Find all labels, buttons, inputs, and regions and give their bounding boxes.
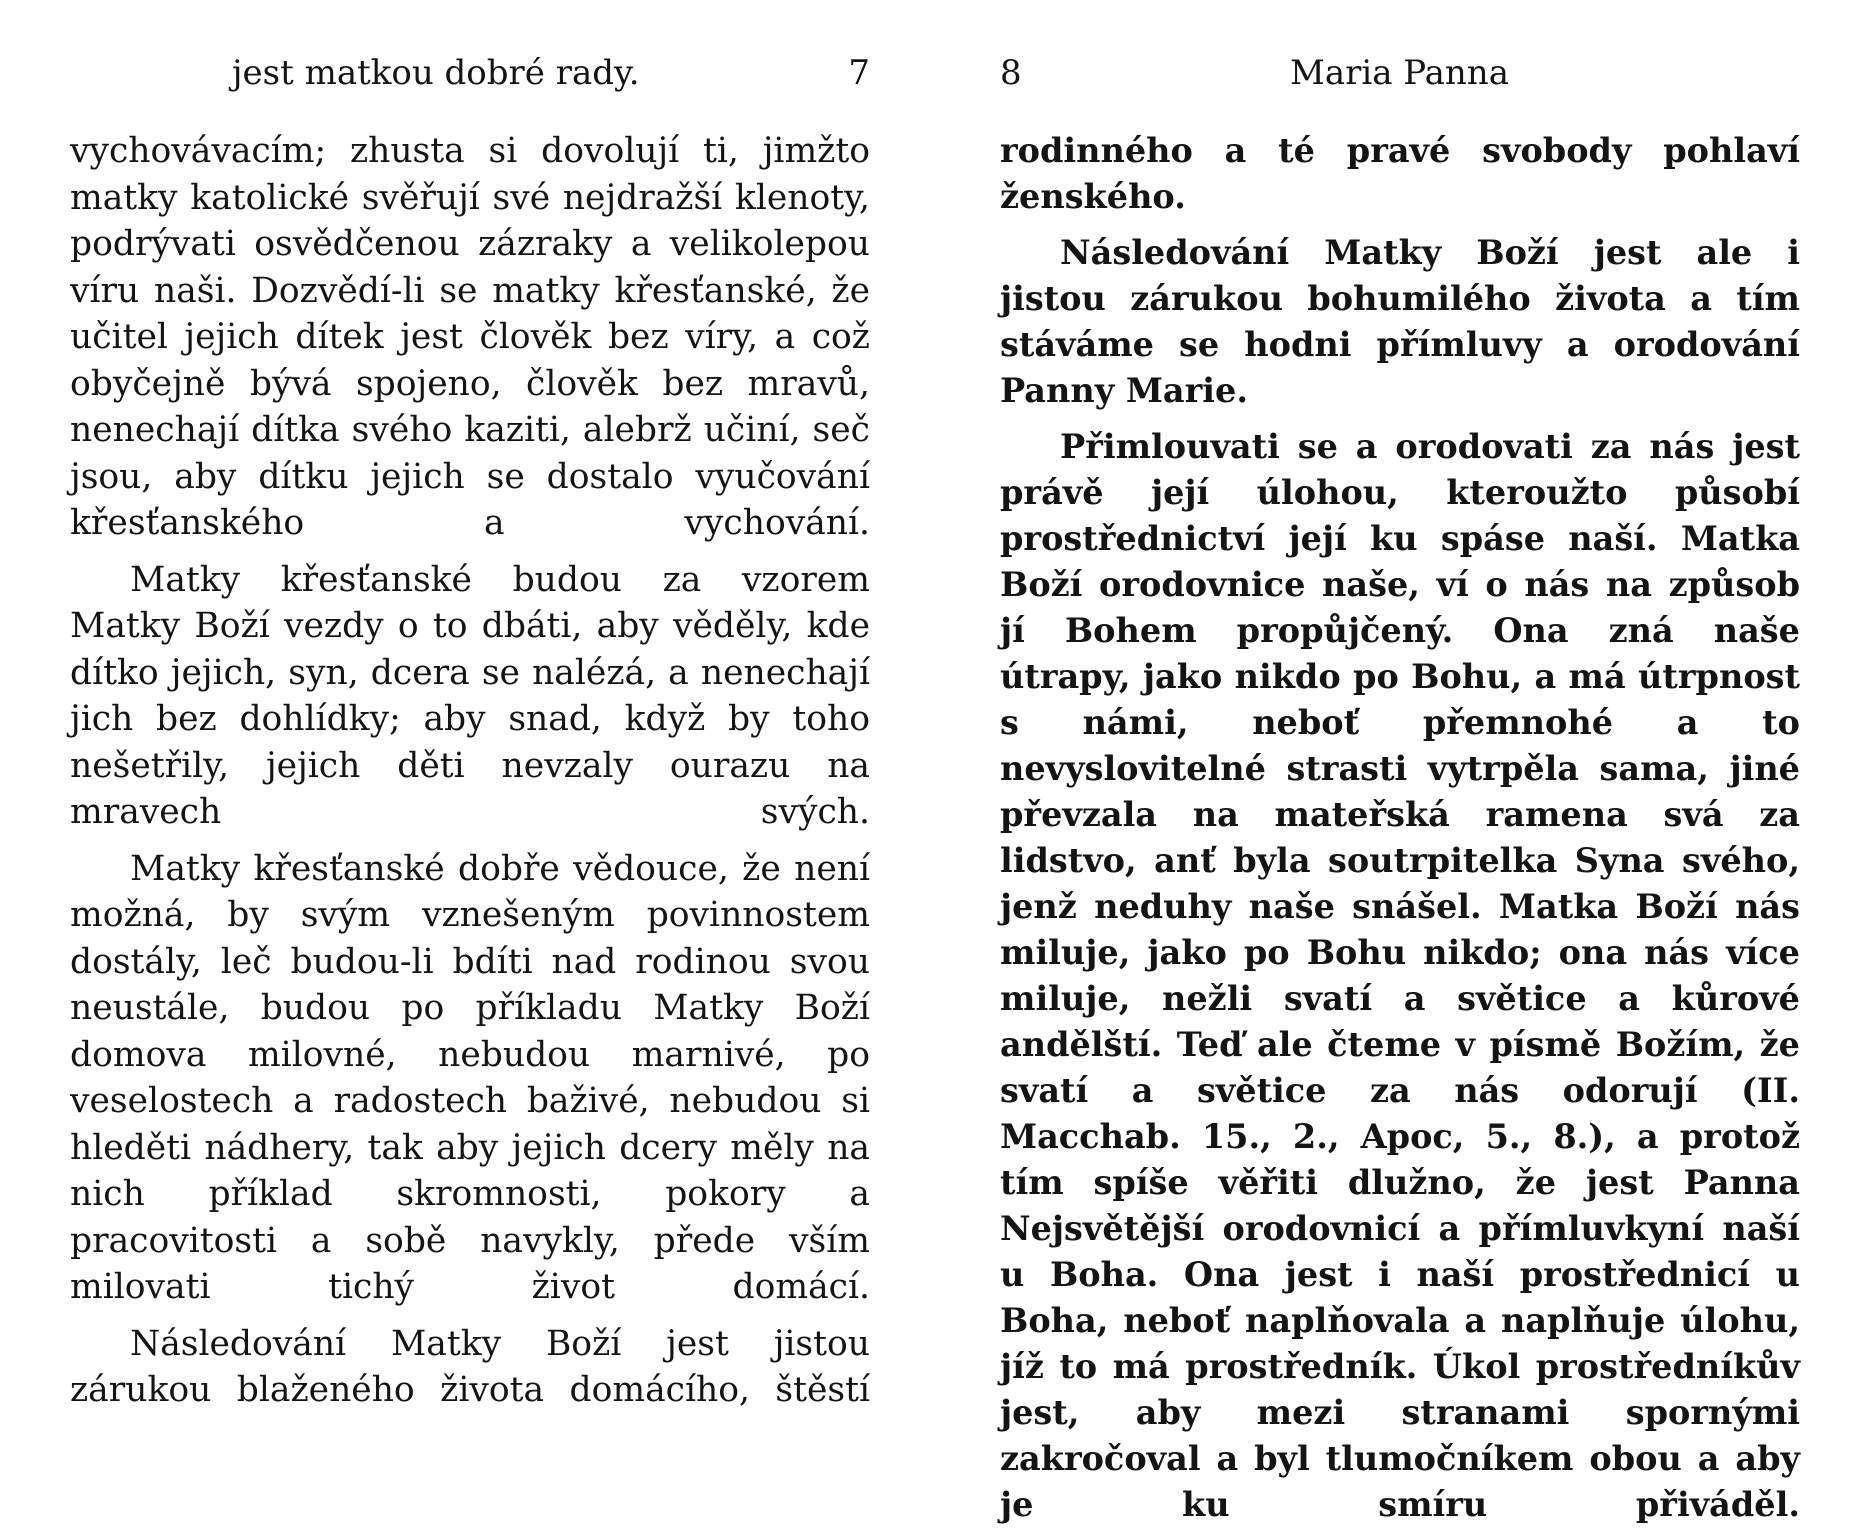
left-page-header — [70, 48, 870, 98]
paragraph: rodinného a té pravé svobody pohlaví ženského. — [1000, 131, 1800, 216]
right-page-body — [1000, 128, 1800, 1538]
paragraph: Matky křesťanské dobře vědouce, že není možná, by svým vznešeným povinnostem dostály, leč budou-li bdíti nad rodinou svou neustále, budou po příkladu Matky Boží domova milovné, nebudou marnivé, po veselostech a radostech baživé, nebudou si hleděti nádhery, tak aby jejich dcery měly na nich příklad skromnosti, pokory a pracovitosti a sobě navykly, přede vším milovati tichý život domácí. — [70, 848, 870, 1307]
paragraph: Matky křesťanské budou za vzorem Matky Boží vezdy o to dbáti, aby věděly, kde dítko jejich, syn, dcera se nalézá, a nenechají jich bez dohlídky; aby snad, když by toho nešetřily, jejich děti nevzaly ourazu na mravech svých. — [70, 559, 870, 832]
left-running-title: jest matkou dobré rady. — [232, 53, 640, 93]
right-page-number: 8 — [1000, 53, 1022, 93]
paragraph: Přimlouvati se a orodovati za nás jest právě její úlohou, kteroužto působí prostřednictví její ku spáse naší. Matka Boží orodovnice naše, ví o nás na způsob jí Bohem propůjčený. Ona zná naše útrapy, jako nikdo po Bohu, a má útrpnost s námi, neboť přemnohé a to nevyslovitelné strasti vytrpěla sama, jiné převzala na mateřská ramena svá za lidstvo, anť byla soutrpitelka Syna svého, jenž neduhy naše snášel. Matka Boží nás miluje, jako po Bohu nikdo; ona nás více miluje, nežli svatí a světice a kůrové andělští. Teď ale čteme v písmě Božím, že svatí a světice za nás odorují (II. Macchab. 15., 2., Apoc, 5., 8.), a protož tím spíše věřiti dlužno, že jest Panna Nejsvětější orodovnicí a přímluvkyní naší u Boha. Ona jest i naší prostřednicí u Boha, neboť naplňovala a naplňuje úlohu, jíž to má prostředník. Úkol prostředníkův jest, aby mezi stranami spornými zakročoval a byl tlumočníkem obou a aby je ku smíru přiváděl. — [1000, 427, 1800, 1524]
right-page-header — [1000, 48, 1800, 98]
paragraph: Následování Matky Boží jest ale i jistou zárukou bohumilého života a tím stáváme se hodni přímluvy a orodování Panny Marie. — [1000, 233, 1800, 410]
paragraph: Následování Matky Boží jest jistou zárukou blaženého života domácího, štěstí — [70, 1323, 870, 1410]
left-page — [70, 0, 870, 1500]
right-page — [1000, 0, 1800, 1524]
left-page-body — [70, 128, 870, 1424]
right-running-title: Maria Panna — [1290, 53, 1509, 93]
paragraph: vychovávacím; zhusta si dovolují ti, jimžto matky katolické svěřují své nejdražší klenoty, podrývati osvědčenou zázraky a velikolepou víru naši. Dozvědí-li se matky křesťanské, že učitel jejich dítek jest člověk bez víry, a což obyčejně bývá spojeno, člověk bez mravů, nenechají dítka svého kaziti, alebrž učiní, seč jsou, aby dítku jejich se dostalo vyučování křesťanského a vychování. — [70, 131, 870, 543]
left-page-number: 7 — [848, 53, 870, 93]
